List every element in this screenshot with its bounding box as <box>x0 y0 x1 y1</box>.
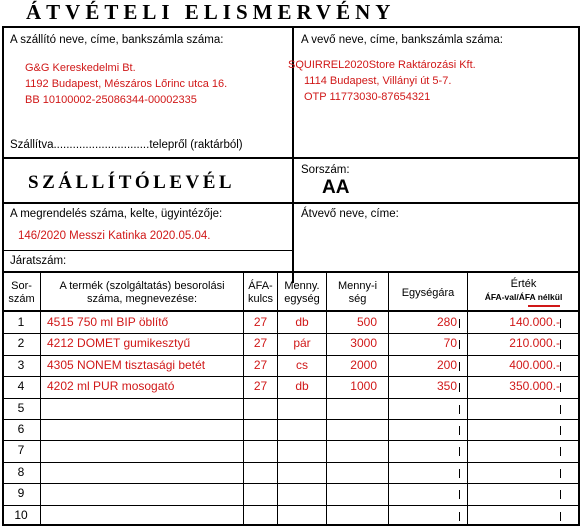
price-tick <box>459 340 460 349</box>
row-divider <box>3 419 579 420</box>
row-number: 5 <box>17 400 25 415</box>
value-tick <box>560 362 561 371</box>
row-product: 4305 NONEM tisztasági betét <box>47 357 206 372</box>
value-tick <box>560 426 561 435</box>
row-product: 4202 ml PUR mosogató <box>47 379 175 394</box>
header-product-line1: A termék (szolgáltatás) besorolási <box>59 280 225 292</box>
value-tick <box>560 447 561 456</box>
supplier-label: A szállító neve, címe, bankszámla száma: <box>10 34 224 46</box>
value-tick <box>560 383 561 392</box>
row-qty: 500 <box>356 315 377 329</box>
header-no-line2: szám <box>8 293 35 305</box>
row-divider <box>3 376 579 377</box>
price-tick <box>459 405 460 414</box>
delivery-note-title: SZÁLLÍTÓLEVÉL <box>28 172 236 193</box>
header-value-line2: ÁFA-val/ÁFA nélkül <box>484 292 563 302</box>
divider-h-4 <box>3 271 579 273</box>
row-number: 1 <box>17 315 25 329</box>
header-unit-line2: egység <box>284 293 320 305</box>
header-value-line1: Érték <box>510 278 537 290</box>
row-divider <box>3 505 579 506</box>
header-qty-line1: Menny-i <box>337 280 378 292</box>
header-bottom-line <box>3 310 579 312</box>
serial-value: AA <box>322 177 350 198</box>
divider-h-2 <box>3 202 579 204</box>
row-divider <box>3 398 579 399</box>
row-value: 140.000.- <box>509 315 560 329</box>
divider-h-1 <box>3 157 579 159</box>
row-number: 10 <box>14 507 28 522</box>
row-qty: 1000 <box>350 379 377 394</box>
header-product <box>41 280 243 306</box>
row-number: 7 <box>17 443 25 458</box>
row-number: 3 <box>17 357 25 372</box>
buyer-bank: OTP 11773030-87654321 <box>304 91 431 103</box>
header-vat-line1: ÁFA- <box>248 280 273 292</box>
row-divider <box>3 355 579 356</box>
row-value: 400.000.- <box>509 357 560 372</box>
row-value: 350.000.- <box>509 379 560 394</box>
value-tick <box>560 405 561 414</box>
row-price: 280 <box>436 315 457 329</box>
header-product-line2: száma, megnevezése: <box>86 293 198 305</box>
row-number: 8 <box>17 464 25 479</box>
price-tick <box>459 362 460 371</box>
buyer-address: 1114 Budapest, Villányi út 5-7. <box>304 75 452 87</box>
header-unit-price: Egységára <box>401 287 455 299</box>
row-vat: 27 <box>253 315 268 329</box>
header-value <box>468 278 579 304</box>
value-tick <box>560 319 561 328</box>
price-tick <box>459 512 460 521</box>
row-vat: 27 <box>253 379 268 394</box>
supplier-name: G&G Kereskedelmi Bt. <box>25 62 136 74</box>
row-number: 9 <box>17 486 25 501</box>
row-price: 350 <box>436 379 457 394</box>
header-vat <box>244 280 277 306</box>
row-unit: cs <box>296 357 308 372</box>
row-divider <box>3 440 579 441</box>
row-vat: 27 <box>253 357 268 372</box>
row-number: 2 <box>17 336 25 351</box>
price-tick <box>459 469 460 478</box>
row-qty: 2000 <box>350 357 377 372</box>
row-value: 210.000.- <box>509 336 560 351</box>
row-unit: pár <box>293 336 311 351</box>
buyer-name: SQUIRREL2020Store Raktározási Kft. <box>288 59 476 71</box>
header-no <box>3 280 40 306</box>
value-tick <box>560 340 561 349</box>
row-number: 4 <box>17 379 25 394</box>
header-unit <box>278 280 326 306</box>
supplier-shipped-from: Szállítva..............................telepről (raktárból) <box>10 139 243 151</box>
buyer-label: A vevő neve, címe, bankszámla száma: <box>301 34 503 46</box>
row-divider <box>3 483 579 484</box>
row-qty: 3000 <box>350 336 377 351</box>
header-qty <box>327 280 388 306</box>
row-unit: db <box>295 379 309 394</box>
supplier-bank: BB 10100002-25086344-00002335 <box>25 94 197 106</box>
serial-label: Sorszám: <box>301 164 350 176</box>
row-divider <box>3 462 579 463</box>
value-tick <box>560 490 561 499</box>
header-unit-line1: Menny. <box>284 280 320 292</box>
divider-h-3 <box>3 250 292 251</box>
row-vat: 27 <box>253 336 268 351</box>
row-price: 70 <box>443 336 457 351</box>
value-header-underline <box>528 305 560 307</box>
price-tick <box>459 426 460 435</box>
row-unit: db <box>295 315 309 329</box>
trip-label: Járatszám: <box>10 255 67 267</box>
row-price: 200 <box>436 357 457 372</box>
order-label: A megrendelés száma, kelte, ügyintézője: <box>10 208 223 220</box>
row-number: 6 <box>17 422 25 436</box>
recipient-label: Átvevő neve, címe: <box>301 208 399 220</box>
row-divider <box>3 333 579 334</box>
price-tick <box>459 319 460 328</box>
header-vat-line2: kulcs <box>247 293 274 305</box>
price-tick <box>459 490 460 499</box>
supplier-address: 1192 Budapest, Mészáros Lőrinc utca 16. <box>25 78 228 90</box>
value-tick <box>560 512 561 521</box>
price-tick <box>459 447 460 456</box>
row-product: 4212 DOMET gumikesztyű <box>47 336 191 351</box>
value-tick <box>560 469 561 478</box>
header-qty-line2: ség <box>348 293 367 305</box>
header-no-line1: Sor- <box>11 280 32 292</box>
order-value: 146/2020 Messzi Katinka 2020.05.04. <box>18 230 211 242</box>
price-tick <box>459 383 460 392</box>
row-product: 4515 750 ml BIP öblítő <box>47 315 169 329</box>
document-title: ÁTVÉTELI ELISMERVÉNY <box>26 0 396 24</box>
